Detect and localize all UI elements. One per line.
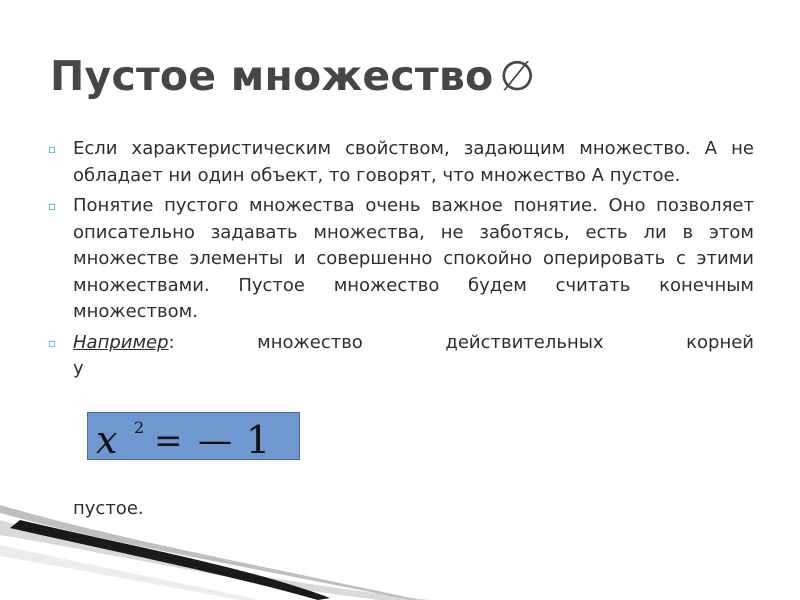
- example-line: [73, 330, 754, 357]
- bullet-icon: ▫: [48, 199, 57, 213]
- slide-title: [50, 52, 535, 100]
- example-rest: : множество действительных корней: [168, 331, 754, 353]
- formula-exp: 2: [134, 418, 145, 437]
- bullet-icon: ▫: [48, 335, 57, 350]
- example-continuation: у: [73, 358, 84, 379]
- tail-text: пустое.: [73, 498, 144, 519]
- list-item: [48, 193, 754, 326]
- formula-one: 1: [246, 418, 271, 459]
- formula-minus: —: [198, 421, 232, 459]
- formula-image: [87, 412, 300, 460]
- title-text: Пустое множество: [50, 52, 494, 100]
- item-text: Понятие пустого множества очень важное понятие. Оно позволяет описательно задавать множества, не заботясь, есть ли в этом множестве элементы и совершенно спокойно оперировать с этими множествами. Пустое множество будем считать конечным множеством.: [73, 195, 754, 322]
- bullet-list: [48, 136, 754, 383]
- formula-eq: =: [154, 421, 183, 459]
- example-lead: Например: [73, 331, 169, 353]
- formula-var: x: [96, 418, 118, 459]
- list-item: [48, 330, 754, 383]
- item-text: Если характеристическим свойством, задающим множество. А не обладает ни один объект, то говорят, что множество А пустое.: [73, 138, 754, 186]
- list-item: [48, 136, 754, 189]
- empty-set-symbol: ∅: [499, 52, 536, 100]
- formula-svg: [88, 413, 299, 459]
- bullet-icon: ▫: [48, 142, 57, 156]
